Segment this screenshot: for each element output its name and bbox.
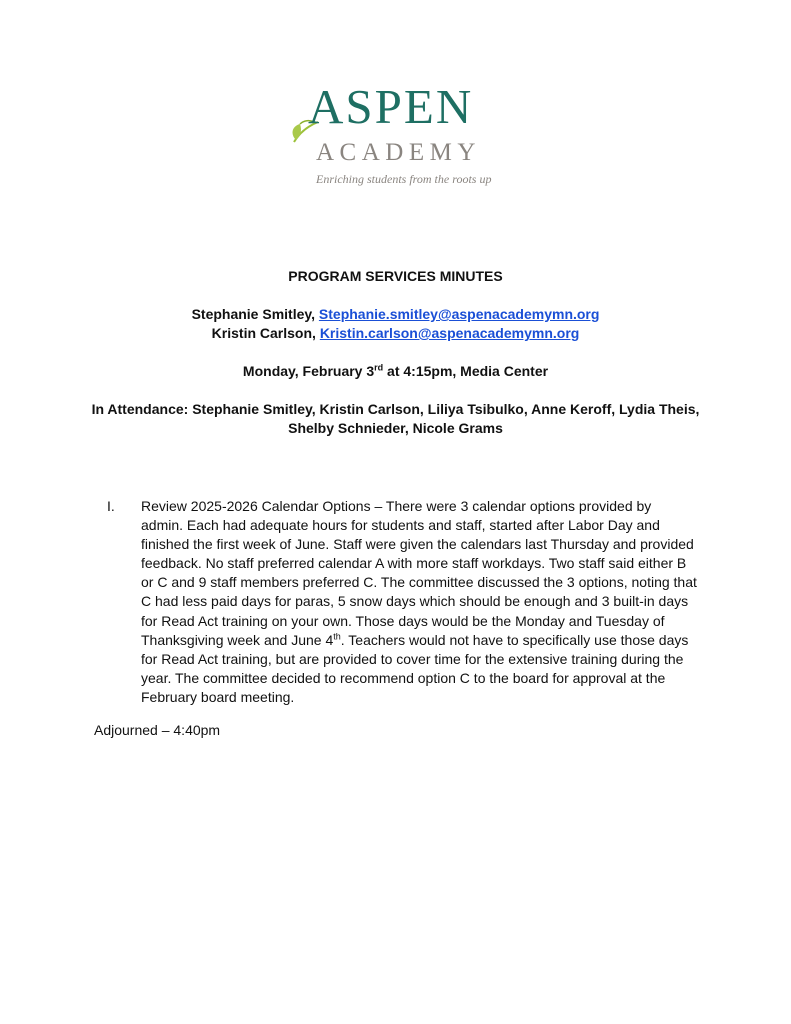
list-item-text <box>141 497 697 707</box>
meeting-time-location: at 4:15pm, Media Center <box>383 363 549 379</box>
item-text-sup: th <box>333 631 341 641</box>
item-text: . Teachers would not have to specifically use those days for Read Act training, but are provided to cover time for the extensive training during the year. The committee decided to recommend option C to the board for approval at the February board meeting. <box>141 631 689 705</box>
attendance-line-1: In Attendance: Stephanie Smitley, Kristin Carlson, Liliya Tsibulko, Anne Keroff, Lydia Theis, <box>91 401 700 417</box>
item-text: Review 2025-2026 Calendar Options – There were 3 calendar options provided by admin. Each had adequate hours for students and staff, started after Labor Day and finished the first week of June. Staff were given the calendars last Thursday and provided feedback. No staff preferred calendar A with more staff workdays. Two staff said either B or C and 9 staff members preferred C. The committee discussed the 3 options, noting that C had less paid days for paras, 5 snow days which should be enough and 3 built-in days for Read Act training on your own. Those days would be the Monday and Tuesday of Thanksgiving week and June 4 <box>141 498 697 648</box>
contact-name: Stephanie Smitley, <box>191 306 319 322</box>
document-title: PROGRAM SERVICES MINUTES <box>288 268 503 284</box>
logo-wordmark: ASPEN <box>308 79 474 134</box>
meeting-info <box>60 361 731 381</box>
logo-tagline: Enriching students from the roots up <box>316 172 492 186</box>
aspen-academy-logo <box>280 79 510 194</box>
contact-name: Kristin Carlson, <box>211 325 320 341</box>
logo-subtitle: ACADEMY <box>316 139 481 166</box>
contact-line-1 <box>60 304 731 324</box>
adjourned-note: Adjourned – 4:40pm <box>94 722 221 738</box>
attendance-line-2: Shelby Schnieder, Nicole Grams <box>288 420 503 436</box>
email-link[interactable]: Kristin.carlson@aspenacademymn.org <box>319 325 580 341</box>
meeting-date-suffix: rd <box>374 362 384 373</box>
meeting-date: Monday, February 3 <box>242 363 375 379</box>
email-link[interactable]: Stephanie.smitley@aspenacademymn.org <box>318 306 600 322</box>
list-item-number: I. <box>107 498 115 514</box>
contact-line-2 <box>60 323 731 343</box>
